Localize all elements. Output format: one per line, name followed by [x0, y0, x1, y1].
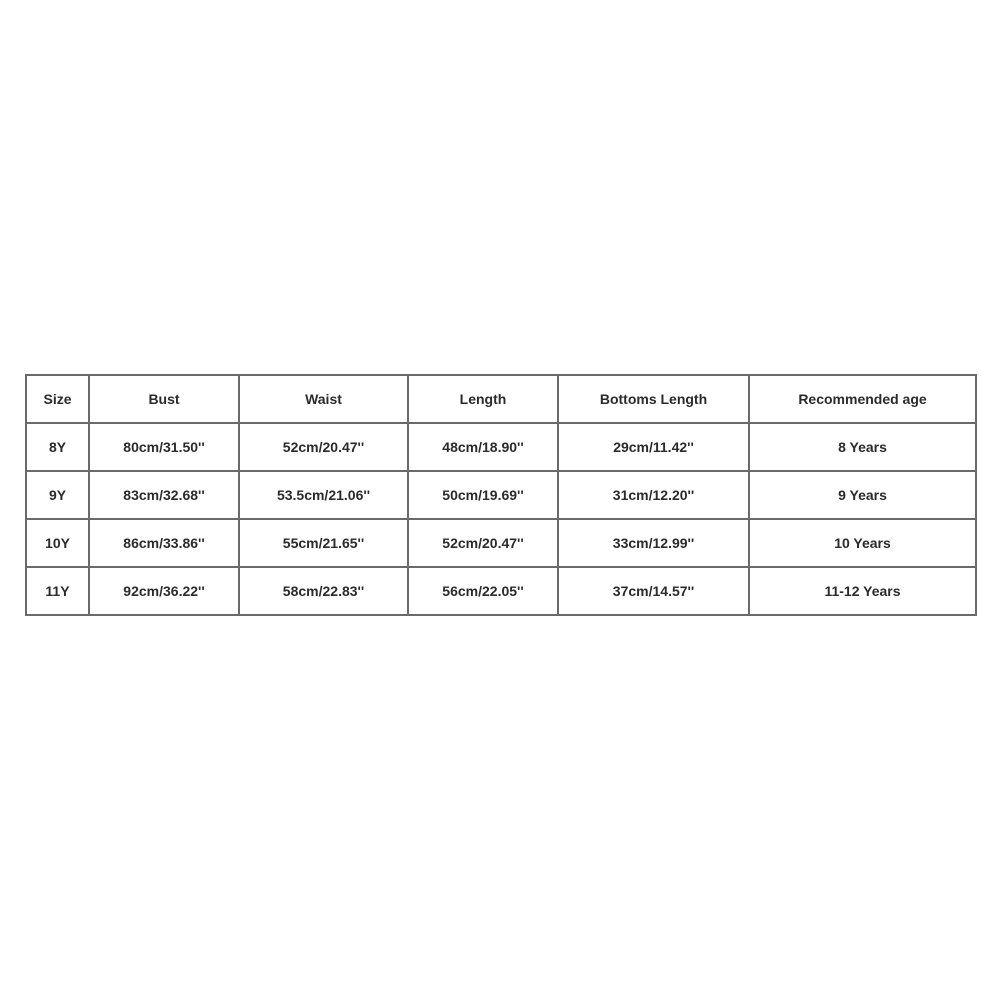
header-bust: Bust — [89, 375, 239, 423]
cell-size: 9Y — [26, 471, 89, 519]
cell-size: 11Y — [26, 567, 89, 615]
table-row — [26, 471, 976, 519]
header-waist: Waist — [239, 375, 408, 423]
size-chart-table — [25, 374, 977, 616]
cell-waist: 58cm/22.83'' — [239, 567, 408, 615]
cell-length: 48cm/18.90'' — [408, 423, 558, 471]
cell-waist: 52cm/20.47'' — [239, 423, 408, 471]
table-row — [26, 567, 976, 615]
cell-recommended-age: 10 Years — [749, 519, 976, 567]
cell-bottoms-length: 37cm/14.57'' — [558, 567, 749, 615]
cell-bust: 80cm/31.50'' — [89, 423, 239, 471]
cell-bottoms-length: 31cm/12.20'' — [558, 471, 749, 519]
header-bottoms-length: Bottoms Length — [558, 375, 749, 423]
cell-length: 52cm/20.47'' — [408, 519, 558, 567]
table-row — [26, 519, 976, 567]
cell-size: 10Y — [26, 519, 89, 567]
cell-bottoms-length: 33cm/12.99'' — [558, 519, 749, 567]
header-size: Size — [26, 375, 89, 423]
cell-bust: 86cm/33.86'' — [89, 519, 239, 567]
cell-recommended-age: 11-12 Years — [749, 567, 976, 615]
cell-waist: 55cm/21.65'' — [239, 519, 408, 567]
cell-bottoms-length: 29cm/11.42'' — [558, 423, 749, 471]
cell-recommended-age: 9 Years — [749, 471, 976, 519]
header-recommended-age: Recommended age — [749, 375, 976, 423]
cell-size: 8Y — [26, 423, 89, 471]
table-row — [26, 423, 976, 471]
cell-length: 56cm/22.05'' — [408, 567, 558, 615]
header-length: Length — [408, 375, 558, 423]
cell-bust: 92cm/36.22'' — [89, 567, 239, 615]
cell-length: 50cm/19.69'' — [408, 471, 558, 519]
cell-waist: 53.5cm/21.06'' — [239, 471, 408, 519]
cell-recommended-age: 8 Years — [749, 423, 976, 471]
header-row — [26, 375, 976, 423]
cell-bust: 83cm/32.68'' — [89, 471, 239, 519]
